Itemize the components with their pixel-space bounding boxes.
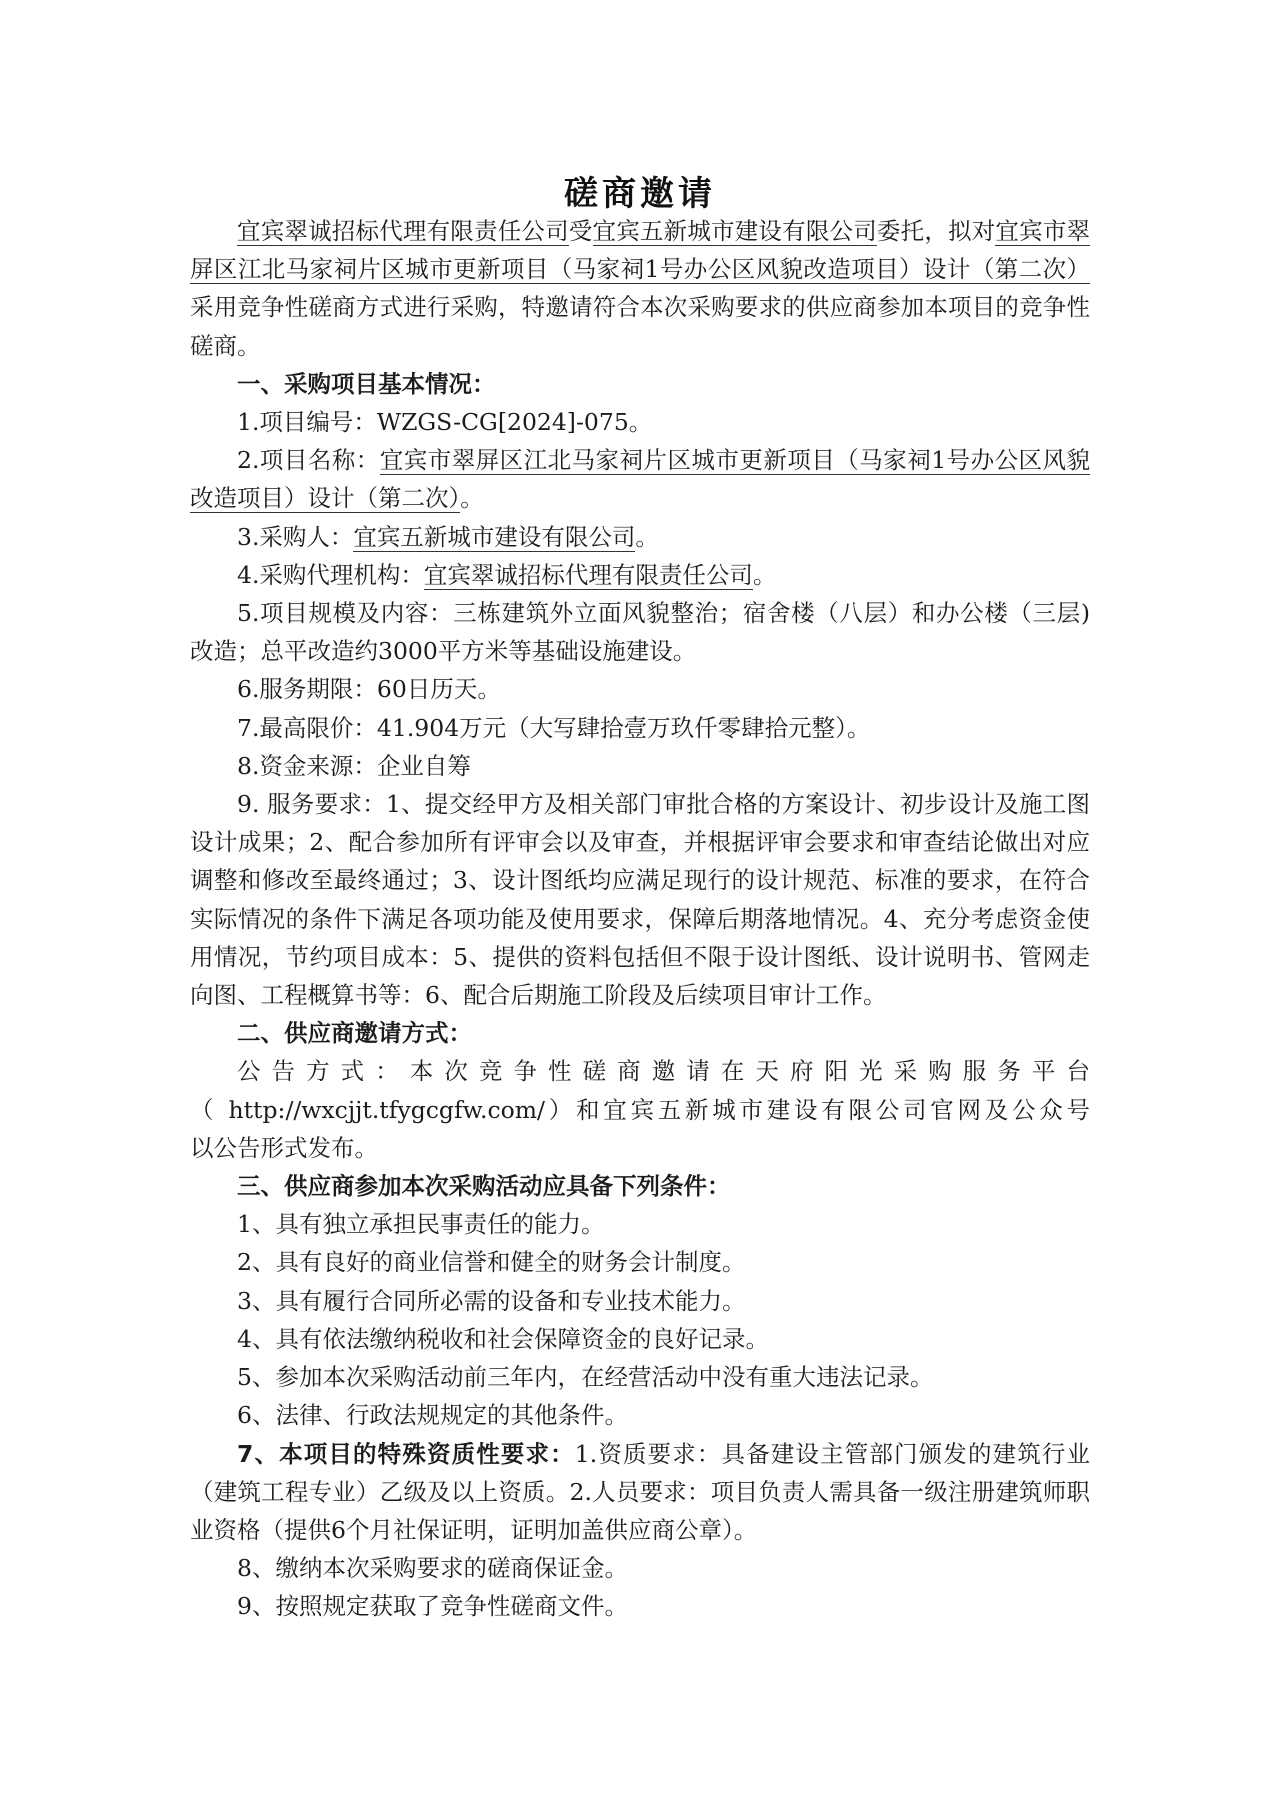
- item-funding: 8.资金来源：企业自筹: [237, 751, 471, 780]
- announce-line-1: 公告方式：本次竞争性磋商邀请在天府阳光采购服务平台: [237, 1057, 1090, 1086]
- item-service-period: 6.服务期限：60日历天。: [237, 675, 501, 704]
- section2-heading: 二、供应商邀请方式：: [237, 1019, 472, 1048]
- condition-7-label: 7、本项目的特殊资质性要求：: [237, 1439, 575, 1468]
- item-purchaser: 3.采购人：宜宾五新城市建设有限公司。: [237, 522, 659, 551]
- item-max-price: 7.最高限价：41.904万元（大写肆拾壹万玖仟零肆拾元整）。: [237, 713, 871, 742]
- agent-name: 宜宾翠诚招标代理有限责任公司: [237, 217, 569, 245]
- item-service-requirements: 9. 服务要求：1、提交经甲方及相关部门审批合格的方案设计、初步设计及施工图设计成果；2、配合参加所有评审会以及审查，并根据评审会要求和审查结论做出对应调整和修改至最终通过；3、设计图纸均应满足现行的设计规范、标准的要求，在符合实际情况的条件下满足各项功能及使用要求，保障后期落地情况。4、充分考虑资金使用情况，节约项目成本：5、提供的资料包括但不限于设计图纸、设计说明书、管网走向图、工程概算书等：6、配合后期施工阶段及后续项目审计工作。: [190, 790, 1090, 1010]
- document-body: [190, 212, 1090, 1626]
- condition-2: 2、具有良好的商业信誉和健全的财务会计制度。: [237, 1248, 746, 1277]
- intro-paragraph: 宜宾翠诚招标代理有限责任公司受宜宾五新城市建设有限公司委托，拟对宜宾市翠屏区江北马家祠片区城市更新项目（马家祠1号办公区风貌改造项目）设计（第二次）采用竞争性磋商方式进行采购，特邀请符合本次采购要求的供应商参加本项目的竞争性磋商。: [190, 217, 1091, 360]
- page-title: 磋商邀请: [564, 174, 716, 214]
- condition-5: 5、参加本次采购活动前三年内，在经营活动中没有重大违法记录。: [237, 1363, 934, 1392]
- item-project-number: 1.项目编号：WZGS-CG[2024]-075。: [237, 408, 653, 437]
- project-name: 宜宾市翠屏区江北马家祠片区城市更新项目（马家祠1号办公区风貌改造项目）设计（第二次）: [190, 217, 1091, 284]
- condition-7: 7、本项目的特殊资质性要求：1.资质要求：具备建设主管部门颁发的建筑行业（建筑工程专业）乙级及以上资质。2.人员要求：项目负责人需具备一级注册建筑师职业资格（提供6个月社保证明，证明加盖供应商公章）。: [190, 1439, 1090, 1544]
- condition-3: 3、具有履行合同所必需的设备和专业技术能力。: [237, 1286, 746, 1315]
- condition-1: 1、具有独立承担民事责任的能力。: [237, 1210, 605, 1239]
- condition-9: 9、按照规定获取了竞争性磋商文件。: [237, 1592, 628, 1621]
- buyer-name: 宜宾五新城市建设有限公司: [592, 217, 877, 245]
- section3-heading: 三、供应商参加本次采购活动应具备下列条件：: [237, 1172, 731, 1201]
- item-agency: 4.采购代理机构：宜宾翠诚招标代理有限责任公司。: [237, 560, 777, 589]
- item-project-name: 2.项目名称：宜宾市翠屏区江北马家祠片区城市更新项目（马家祠1号办公区风貌改造项目）设计（第二次）。: [190, 446, 1091, 513]
- item-scope: 5.项目规模及内容：三栋建筑外立面风貌整治；宿舍楼（八层）和办公楼（三层)改造；总平改造约3000平方米等基础设施建设。: [190, 599, 1090, 666]
- section1-heading: 一、采购项目基本情况：: [237, 369, 496, 398]
- condition-6: 6、法律、行政法规规定的其他条件。: [237, 1401, 628, 1430]
- condition-8: 8、缴纳本次采购要求的磋商保证金。: [237, 1554, 628, 1583]
- announce-line-2: （ http://wxcjjt.tfygcgfw.com/）和宜宾五新城市建设有限公司官网及公众号: [190, 1095, 1090, 1124]
- condition-4: 4、具有依法缴纳税收和社会保障资金的良好记录。: [237, 1324, 769, 1353]
- announce-line-3: 以公告形式发布。: [190, 1133, 378, 1162]
